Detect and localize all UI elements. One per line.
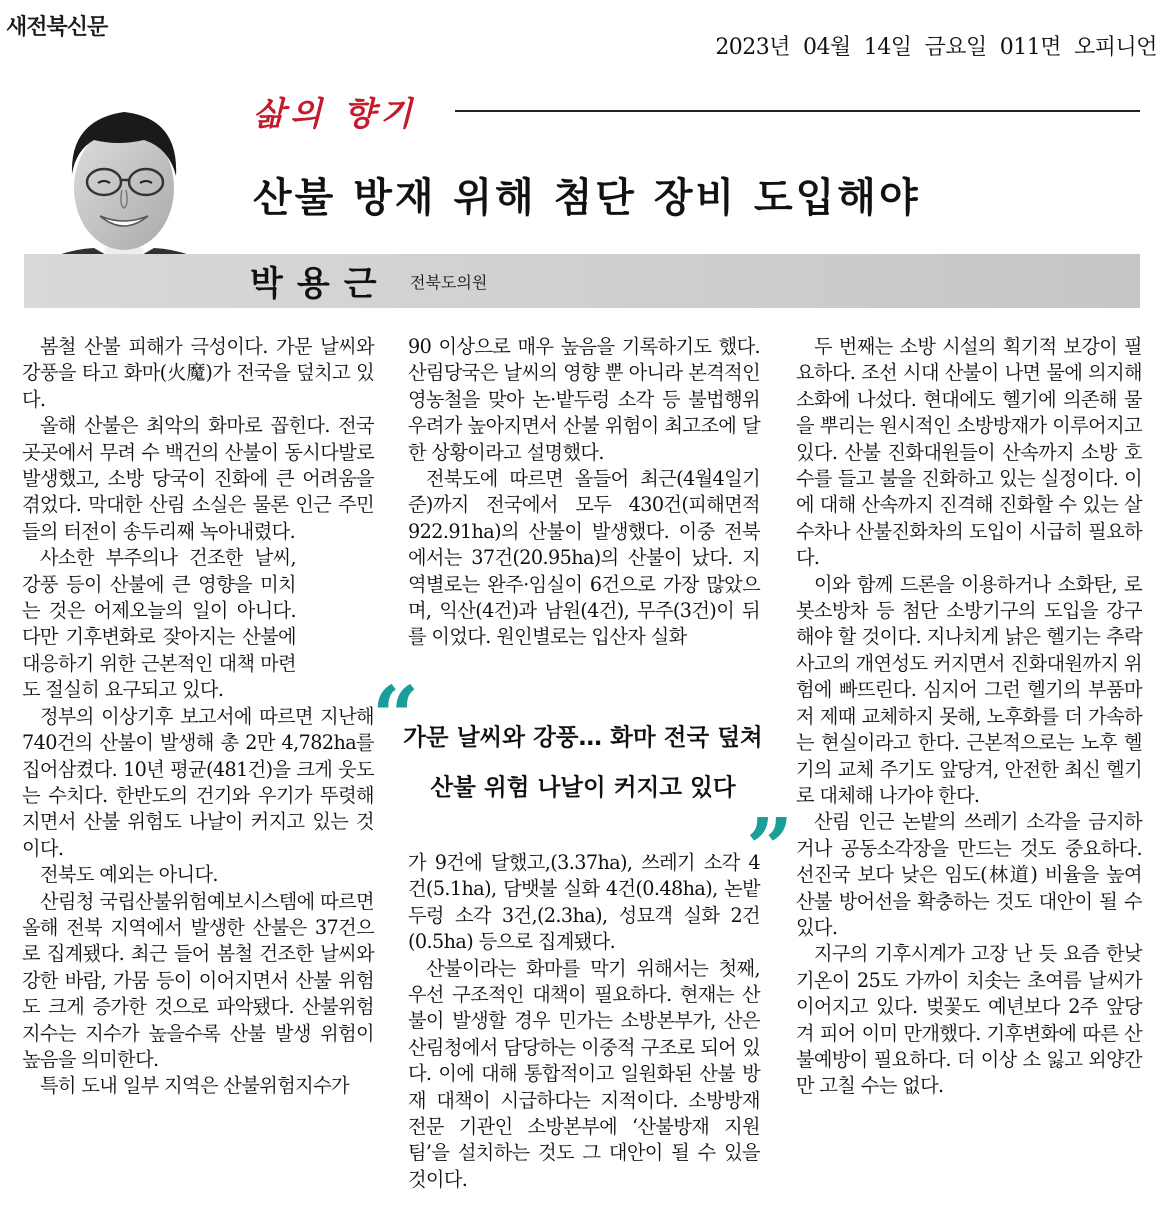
- article-column-2-top: [408, 334, 760, 651]
- section-rule: [455, 110, 1140, 112]
- article-column-3: [796, 334, 1142, 1100]
- open-quote-icon: “: [372, 669, 420, 765]
- paragraph: 90 이상으로 매우 높음을 기록하기도 했다. 산림당국은 날씨의 영향 뿐 아니라 본격적인 영농철을 맞아 논·밭두렁 소각 등 불법행위 우려가 높아지면서 산불 위험이 최고조에 달한 상황이라고 설명했다.: [408, 335, 760, 464]
- paragraph: 가 9건에 달했고,(3.37ha), 쓰레기 소각 4건(5.1ha), 담뱃불 실화 4건(0.48ha), 논밭두렁 소각 3건,(2.3ha), 성묘객 실화 2건(0.5ha) 등으로 집계됐다.: [408, 851, 760, 954]
- author-name: 박용근: [250, 264, 391, 304]
- pullquote-line-2: 산불 위험 나날이 커지고 있다: [430, 773, 736, 801]
- section-title: 삶의 향기: [253, 94, 418, 133]
- author-role: 전북도의원: [410, 273, 488, 292]
- paragraph: 산림 인근 논밭의 쓰레기 소각을 금지하거나 공동소각장을 만드는 것도 중요하다. 선진국 보다 낮은 임도(林道) 비율을 높여 산불 방어선을 확충하는 것도 대안이 될 수 있다.: [796, 810, 1142, 939]
- article-column-2-bottom: [408, 850, 760, 1193]
- paragraph: 특히 도내 일부 지역은 산불위험지수가: [40, 1074, 349, 1098]
- paragraph: 이와 함께 드론을 이용하거나 소화탄, 로봇소방차 등 첨단 소방기구의 도입을 강구해야 할 것이다. 지나치게 낡은 헬기는 추락 사고의 개연성도 커지면서 진화대원까지 위험에 빠뜨린다. 심지어 그런 헬기의 부품마저 제때 교체하지 못해, 노후화를 더 가속하는 현실이라고 한다. 근본적으로는 노후 헬기의 교체 주기도 앞당겨, 안전한 최신 헬기로 대체해 나가야 한다.: [796, 572, 1143, 807]
- dateline: 2023년 04월 14일 금요일 011면 오피니언: [715, 35, 1157, 60]
- close-quote-icon: ”: [746, 801, 794, 897]
- paragraph: 전북도에 따르면 올들어 최근(4월4일기준)까지 전국에서 모두 430건(피해면적 922.91ha)의 산불이 발생했다. 이중 전북에서는 37건(20.95ha)의 산불이 났다. 지역별로는 완주·임실이 6건으로 가장 많았으며, 익산(4건)과 남원(4건), 무주(3건)이 뒤를 이었다. 원인별로는 입산자 실화: [408, 467, 760, 649]
- paragraph: 전북도 예외는 아니다.: [40, 863, 218, 887]
- article-column-1: [22, 334, 374, 1100]
- logo-text: 새전북신문: [6, 15, 108, 40]
- pullquote-line-1: 가문 날씨와 강풍… 화마 전국 덮쳐: [403, 723, 763, 751]
- paragraph: 올해 산불은 최악의 화마로 꼽힌다. 전국 곳곳에서 무려 수 백건의 산불이 동시다발로 발생했고, 소방 당국이 진화에 큰 어려움을 겪었다. 막대한 산림 소실은 물론 인근 주민들의 터전이 송두리째 녹아내렸다.: [22, 414, 375, 543]
- paragraph: 사소한 부주의나 건조한 날씨, 강풍 등이 산불에 큰 영향을 미치는 것은 어제오늘의 일이 아니다. 다만 기후변화로 잦아지는 산불에 대응하기 위한 근본적인 대책 마련도 절실히 요구되고 있다.: [22, 546, 296, 702]
- headline: 산불 방재 위해 첨단 장비 도입해야: [253, 175, 921, 221]
- paragraph: 산불이라는 화마를 막기 위해서는 첫째, 우선 구조적인 대책이 필요하다. 현재는 산불이 발생할 경우 민가는 소방본부가, 산은 산림청에서 담당하는 이중적 구조로 되어 있다. 이에 대해 통합적이고 일원화된 산불 방재 대책이 시급하다는 지적이다. 소방방재 전문 기관인 소방본부에 ‘산불방재 지원팀’을 설치하는 것도 그 대안이 될 수 있을 것이다.: [408, 956, 760, 1191]
- paragraph: 정부의 이상기후 보고서에 따르면 지난해 740건의 산불이 발생해 총 2만 4,782ha를 집어삼켰다. 10년 평균(481건)을 크게 웃도는 수치다. 한반도의 건기와 우기가 뚜렷해지면서 산불 위험도 나날이 커지고 있는 것이다.: [22, 704, 374, 860]
- paragraph: 산림청 국립산불위험예보시스템에 따르면 올해 전북 지역에서 발생한 산불은 37건으로 집계됐다. 최근 들어 봄철 건조한 날씨와 강한 바람, 가뭄 등이 이어지면서 산불 위험도 크게 증가한 것으로 파악됐다. 산불위험지수는 지수가 높을수록 산불 발생 위험이 높음을 의미한다.: [22, 889, 375, 1071]
- newspaper-logo: [6, 2, 110, 40]
- paragraph: 봄철 산불 피해가 극성이다. 가문 날씨와 강풍을 타고 화마(火魔)가 전국을 덮치고 있다.: [22, 335, 374, 411]
- paragraph: 두 번째는 소방 시설의 획기적 보강이 필요하다. 조선 시대 산불이 나면 물에 의지해 소화에 나섰다. 현대에도 헬기에 의존해 물을 뿌리는 원시적인 소방방재가 이루어지고 있다. 산불 진화대원들이 산속까지 소방 호수를 들고 불을 진화하고 있는 실정이다. 이에 대해 산속까지 진격해 진화할 수 있는 살수차나 산불진화차의 도입이 시급히 필요하다.: [796, 335, 1143, 570]
- paragraph: 지구의 기후시계가 고장 난 듯 요즘 한낮 기온이 25도 가까이 치솟는 초여름 날씨가 이어지고 있다. 벚꽃도 예년보다 2주 앞당겨 피어 이미 만개했다. 기후변화에 따른 산불예방이 필요하다. 더 이상 소 잃고 외양간만 고칠 수는 없다.: [796, 942, 1142, 1098]
- byline-bar: [24, 254, 1140, 308]
